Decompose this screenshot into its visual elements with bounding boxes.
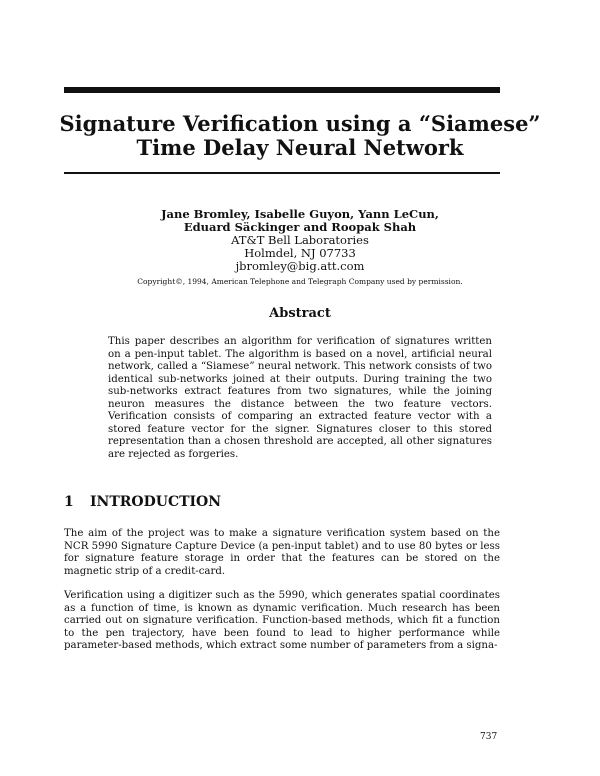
section-title: INTRODUCTION [90, 494, 222, 510]
section-number: 1 [64, 494, 74, 510]
top-rule [64, 87, 500, 93]
author-names-line-1: Jane Bromley, Isabelle Guyon, Yann LeCun, [161, 207, 439, 221]
title-rule [64, 172, 500, 174]
email: jbromley@big.att.com [235, 259, 365, 273]
paper-title [40, 112, 560, 160]
copyright-notice: Copyright©, 1994, American Telephone and Telegraph Company used by permission. [137, 277, 463, 286]
section-heading [64, 494, 221, 510]
author-names-line-2: Eduard Säckinger and Roopak Shah [183, 220, 417, 234]
abstract-text: This paper describes an algorithm for verification of signatures written on a pen-input tablet. The algorithm is based on a novel, artificial neural network, called a “Siamese” neural network. This network consists of two identical sub-networks joined at their outputs. During training the two sub-networks extract features from two signatures, while the joining neuron measures the distance between the two feature vectors. Verification consists of comparing an extracted feature vector with a stored feature vector for the signer. Signatures closer to this stored representation than a chosen threshold are accepted, all other signatures are rejected as forgeries. [108, 336, 492, 460]
page-number: 737 [480, 732, 498, 742]
address: Holmdel, NJ 07733 [244, 246, 356, 260]
abstract-heading: Abstract [269, 306, 331, 321]
intro-paragraph-1: The aim of the project was to make a signature verification system based on the NCR 5990 Signature Capture Device (a pen-input tablet) and to use 80 bytes or less for signature feature storage in order that the features can be stored on the magnetic strip of a credit-card. [64, 528, 500, 577]
title-line-1: Signature Verification using a “Siamese” [59, 111, 541, 136]
intro-paragraph-2: Verification using a digitizer such as the 5990, which generates spatial coordinates as a function of time, is known as dynamic verification. Much research has been carried out on signature verification. Function-based methods, which fit a function to the pen trajectory, have been found to lead to higher performance while parameter-based methods, which extract some number of parameters from a signa- [64, 590, 500, 651]
title-line-2: Time Delay Neural Network [136, 135, 464, 160]
author-block [60, 208, 540, 273]
affiliation: AT&T Bell Laboratories [231, 233, 369, 247]
